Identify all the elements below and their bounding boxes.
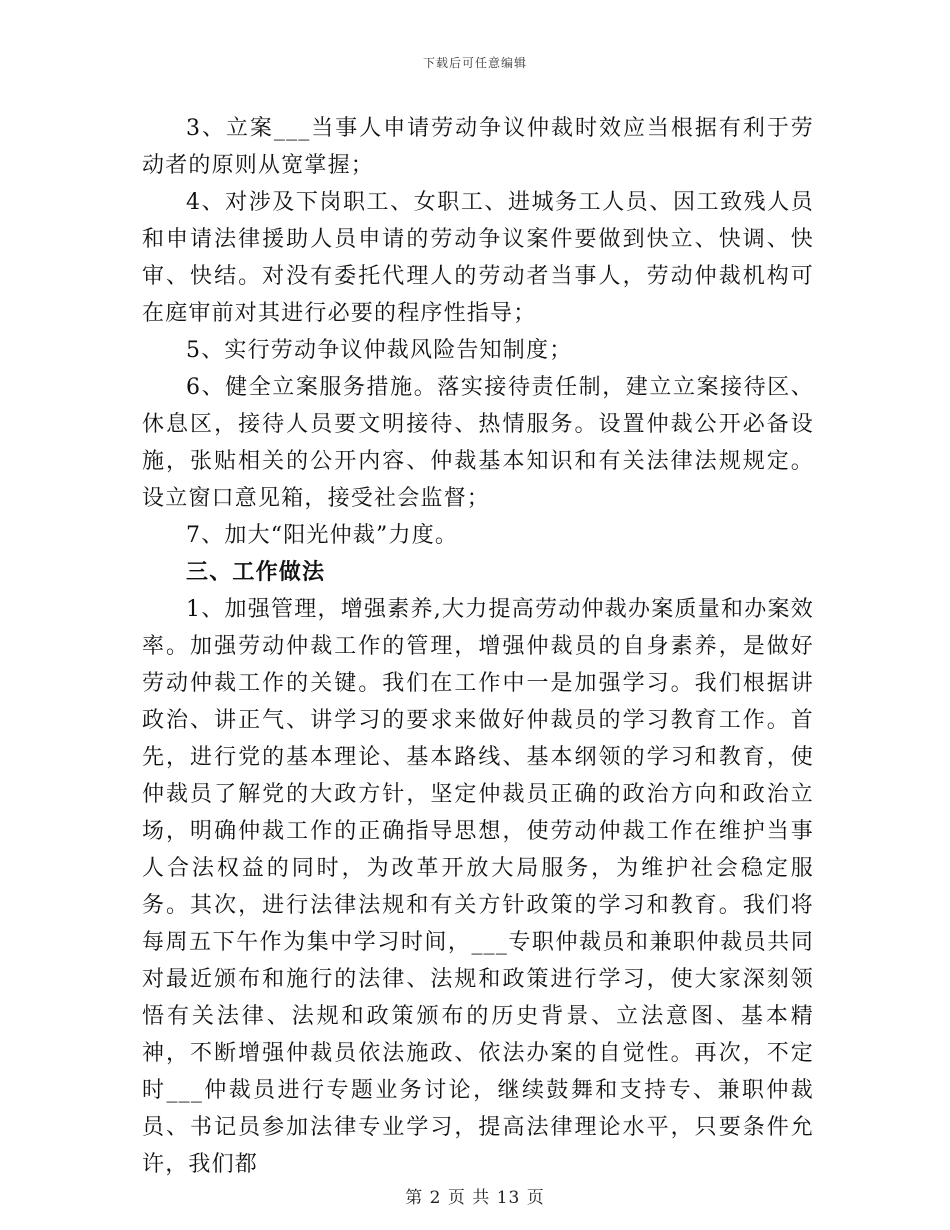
document-body <box>142 110 814 1183</box>
page-number: 第 2 页 共 13 页 <box>405 1188 545 1208</box>
section-paragraph-1: 1、加强管理，增强素养,大力提高劳动仲裁办案质量和办案效率。加强劳动仲裁工作的管理，增强仲裁员的自身素养，是做好劳动仲裁工作的关键。我们在工作中一是加强学习。我们根据讲政治、讲正气、讲学习的要求来做好仲裁员的学习教育工作。首先，进行党的基本理论、基本路线、基本纲领的学习和教育，使仲裁员了解党的大政方针，坚定仲裁员正确的政治方向和政治立场，明确仲裁工作的正确指导思想，使劳动仲裁工作在维护当事人合法权益的同时，为改革开放大局服务，为维护社会稳定服务。其次，进行法律法规和有关方针政策的学习和教育。我们将每周五下午作为集中学习时间，___专职仲裁员和兼职仲裁员共同对最近颁布和施行的法律、法规和政策进行学习，使大家深刻领悟有关法律、法规和政策颁布的历史背景、立法意图、基本精神，不断增强仲裁员依法施政、依法办案的自觉性。再次，不定时___仲裁员进行专题业务讨论，继续鼓舞和支持专、兼职仲裁员、书记员参加法律专业学习，提高法律理论水平，只要条件允许，我们都 <box>142 597 814 1177</box>
paragraph-item-3: 3、立案___当事人申请劳动争议仲裁时效应当根据有利于劳动者的原则从宽掌握； <box>142 116 814 178</box>
paragraph-item-6: 6、健全立案服务措施。落实接待责任制，建立立案接待区、休息区，接待人员要文明接待、热情服务。设置仲裁公开必备设施，张贴相关的公开内容、仲裁基本知识和有关法律法规规定。设立窗口意见箱，接受社会监督； <box>142 375 814 511</box>
paragraph-item-5: 5、实行劳动争议仲裁风险告知制度； <box>186 338 573 363</box>
header-note: 下载后可任意编辑 <box>422 56 527 70</box>
section-heading: 三、工作做法 <box>186 559 326 585</box>
paragraph-item-4: 4、对涉及下岗职工、女职工、进城务工人员、因工致残人员和申请法律援助人员申请的劳动争议案件要做到快立、快调、快审、快结。对没有委托代理人的劳动者当事人，劳动仲裁机构可在庭审前对其进行必要的程序性指导； <box>142 190 814 326</box>
paragraph-item-7: 7、加大“阳光仲裁”力度。 <box>186 523 459 548</box>
